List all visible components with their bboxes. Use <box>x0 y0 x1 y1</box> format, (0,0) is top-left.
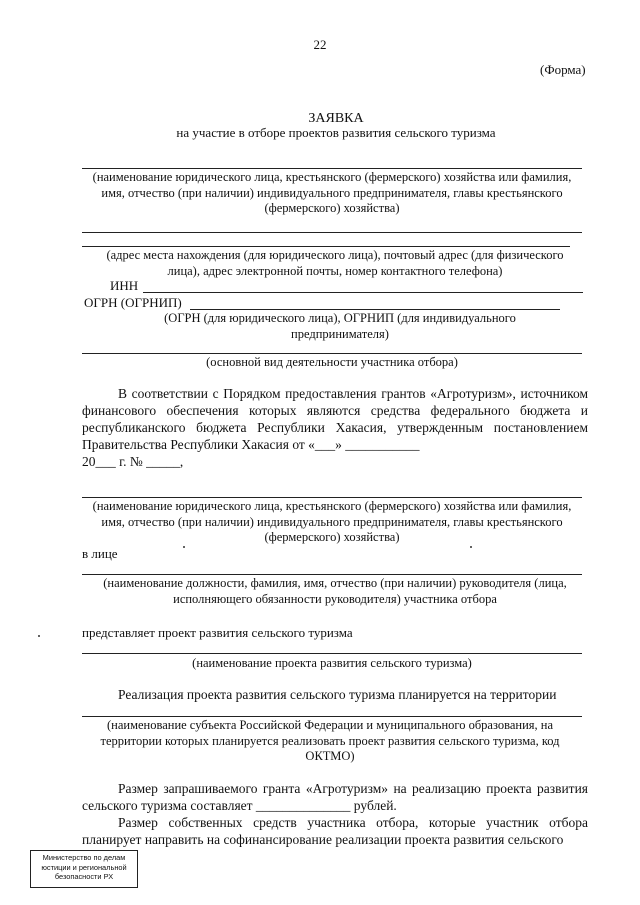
dot-mark <box>183 546 185 548</box>
presents-project-text: представляет проект развития сельского туризма <box>82 625 353 640</box>
date-line: 20___ г. № _____, <box>82 454 184 469</box>
dot-mark <box>38 635 40 637</box>
territory-line[interactable] <box>82 716 582 717</box>
applicant-name-line-2[interactable] <box>82 497 582 498</box>
page-number: 22 <box>313 37 327 52</box>
caption-applicant-name-1: (наименование юридического лица, крестьянского (фермерского) хозяйства или фамилия, имя, отчество (при наличии) индивидуального предпринимателя, главы крестьянского (фермерского) хозяйства) <box>92 170 572 215</box>
inn-line[interactable] <box>143 292 583 293</box>
caption-ogrn: (ОГРН (для юридического лица), ОГРНИП (для индивидуального предпринимателя) <box>164 311 516 341</box>
document-title: ЗАЯВКА <box>308 111 364 126</box>
head-line[interactable] <box>82 574 582 575</box>
inn-label: ИНН <box>110 278 139 293</box>
document-subtitle: на участие в отборе проектов развития сельского туризма <box>176 125 496 140</box>
caption-project-name: (наименование проекта развития сельского туризма) <box>192 656 472 670</box>
project-name-line[interactable] <box>82 653 582 654</box>
paragraph-grant: Размер запрашиваемого гранта «Агротуризм» на реализацию проекта развития сельского туризма составляет ______________ рублей. <box>82 781 588 813</box>
form-label: (Форма) <box>540 62 586 77</box>
in-person-label: в лице <box>82 546 118 561</box>
caption-territory: (наименование субъекта Российской Федерации и муниципального образования, на территории которых планируется реализовать проект развития сельского туризма, код ОКТМО) <box>100 718 560 763</box>
paragraph-territory: Реализация проекта развития сельского туризма планируется на территории <box>118 687 557 702</box>
address-line-2[interactable] <box>82 246 570 247</box>
ogrn-label: ОГРН (ОГРНИП) <box>84 295 182 310</box>
caption-activity: (основной вид деятельности участника отбора) <box>206 355 458 369</box>
address-line-1[interactable] <box>82 232 582 233</box>
ministry-stamp: Министерство по делам юстиции и региональной безопасности РХ <box>30 850 138 888</box>
activity-line[interactable] <box>82 353 582 354</box>
caption-applicant-name-2: (наименование юридического лица, крестьянского (фермерского) хозяйства или фамилия, имя, отчество (при наличии) индивидуального предпринимателя, главы крестьянского (фермерского) хозяйства) <box>92 499 572 544</box>
caption-address: (адрес места нахождения (для юридического лица), почтовый адрес (для физического лица), адрес электронной почты, номер контактного телефона) <box>106 248 564 278</box>
paragraph-own-funds: Размер собственных средств участника отбора, которые участник отбора планирует направить на софинансирование реализации проекта развития сельского <box>82 815 588 847</box>
paragraph-order: В соответствии с Порядком предоставления грантов «Агротуризм», источником финансового обеспечения которых являются средства федерального бюджета и республиканского бюджета Республики Хакасия, утвержденным постановлением Правительства Республики Хакасия от «___» ___________ <box>82 386 588 452</box>
caption-head: (наименование должности, фамилия, имя, отчество (при наличии) руководителя (лица, исполняющего обязанности руководителя) участника отбора <box>103 576 567 606</box>
applicant-name-line[interactable] <box>82 168 582 169</box>
ogrn-line[interactable] <box>190 309 560 310</box>
dot-mark <box>470 546 472 548</box>
